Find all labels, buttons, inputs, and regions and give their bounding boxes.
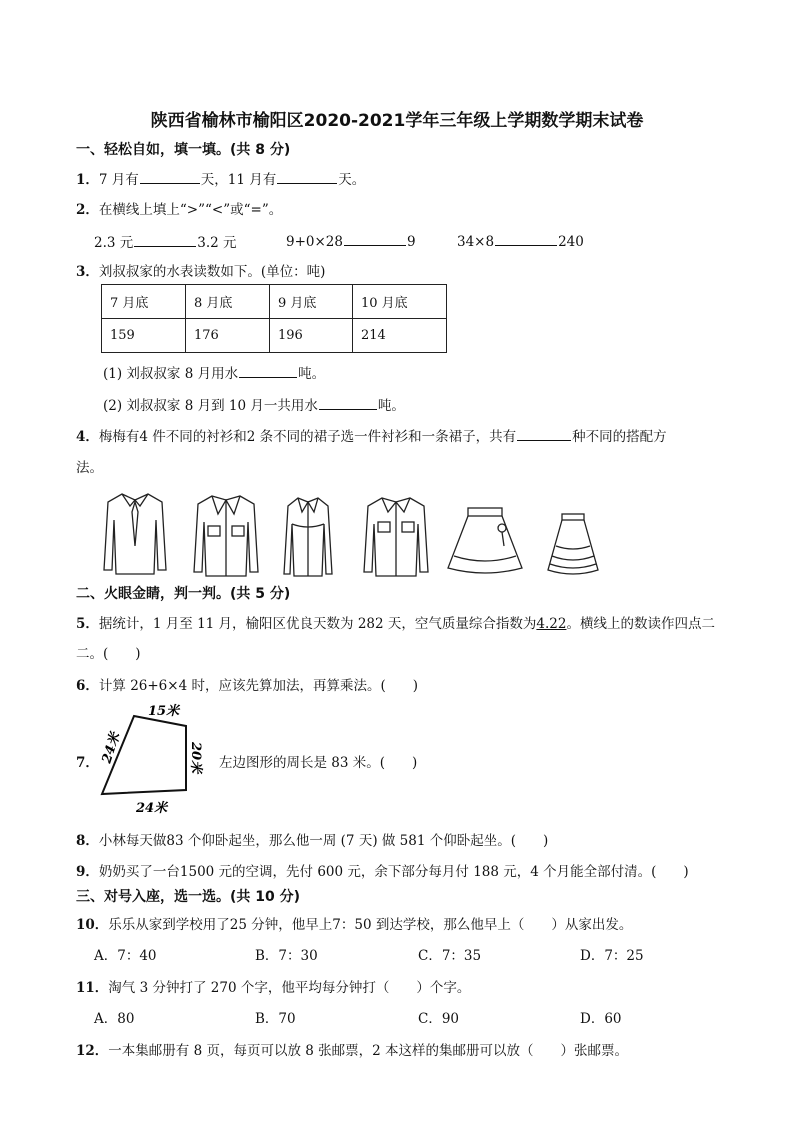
table-cell: 214 [353,319,447,353]
table-row [102,319,447,353]
q1-text-a: 7 月有 [98,172,139,188]
q2-item-3-right: 240 [558,234,584,250]
q10-option-c[interactable]: C．7：35 [418,948,482,964]
q8-text: 小林每天做83 个仰卧起坐，那么他一周 (7 天) 做 581 个仰卧起坐。( ) [98,833,549,849]
blouse-image [282,494,334,578]
question-number: 3． [76,264,99,280]
question-12 [76,1039,628,1059]
question-number: 12． [76,1043,109,1059]
q2-blank-1[interactable] [134,232,196,247]
q1-blank-2[interactable] [277,169,337,184]
q2-item-3 [457,231,584,250]
question-number: 8． [76,833,99,849]
q12-text: 一本集邮册有 8 页，每页可以放 8 张邮票，2 本这样的集邮册可以放（ ）张邮票。 [108,1043,629,1059]
q3-sub-1-text: (1) 刘叔叔家 8 月用水 [103,366,239,382]
striped-skirt-image [544,512,602,578]
q3-text: 刘叔叔家的水表读数如下。(单位：吨) [98,264,326,280]
q2-item-1 [94,231,237,251]
q10-option-d[interactable]: D．7：25 [580,948,644,964]
q2-blank-2[interactable] [344,231,406,246]
q7-text: 左边图形的周长是 83 米。( ) [219,755,418,771]
q10-option-a[interactable]: A．7：40 [94,948,157,964]
q2-item-3-left: 34×8 [457,234,495,250]
q5-text-b: 。横线上的数读作四点二 [566,616,715,632]
question-6 [76,674,418,694]
section-1-heading: 一、轻松自如，填一填。(共 8 分) [76,142,291,158]
table-cell: 159 [102,319,186,353]
q2-item-1-left: 2.3 元 [94,235,134,251]
q4-text-a: 梅梅有4 件不同的衬衫和2 条不同的裙子选一件衬衫和一条裙子，共有 [98,429,517,445]
q2-item-2-left: 9+0×28 [286,234,343,250]
page-title: 陕西省榆林市榆阳区2020-2021学年三年级上学期数学期末试卷 [150,111,644,131]
q4-continued: 法。 [76,460,103,476]
flared-skirt-image [444,506,526,578]
q3-blank-2[interactable] [319,395,377,410]
question-7 [76,751,99,771]
section-2-heading: 二、火眼金睛，判一判。(共 5 分) [76,586,291,602]
q4-blank[interactable] [517,426,571,441]
question-number: 2． [76,202,99,218]
question-5 [76,612,715,632]
q11-option-c[interactable]: C．90 [418,1011,460,1027]
q5-continued: 二。( ) [76,646,141,662]
table-cell: 196 [270,319,353,353]
q3-sub-1-unit: 吨。 [298,366,326,382]
question-11 [76,976,470,996]
shirt-with-tie-image [100,490,170,578]
question-number: 9． [76,864,99,880]
question-3 [76,260,325,280]
table-header-cell: 7 月底 [102,285,186,319]
q1-text-b: 天，11 月有 [200,172,277,188]
q11-option-b[interactable]: B．70 [255,1011,296,1027]
section-3-heading: 三、对号入座，选一选。(共 10 分) [76,889,301,905]
button-shirt-image [360,494,432,578]
question-number: 11． [76,980,109,996]
q5-underlined-number: 4.22 [536,616,567,632]
question-9 [76,860,689,880]
q3-sub-1 [103,362,325,382]
q3-sub-2-text: (2) 刘叔叔家 8 月到 10 月一共用水 [103,398,318,414]
table-header-cell: 10 月底 [353,285,447,319]
q2-blank-3[interactable] [495,231,557,246]
q10-text: 乐乐从家到学校用了25 分钟，他早上7：50 到达学校，那么他早上（ ）从家出发。 [108,917,633,933]
top-side-label: 15米 [148,704,180,719]
q11-text: 淘气 3 分钟打了 270 个字，他平均每分钟打（ ）个字。 [108,980,471,996]
question-1 [76,168,365,188]
question-number: 6． [76,678,99,694]
q1-blank-1[interactable] [140,169,200,184]
left-side-label: 24米 [99,731,124,766]
q3-sub-2 [103,394,405,414]
question-4 [76,425,667,445]
q9-text: 奶奶买了一台1500 元的空调，先付 600 元，余下部分每月付 188 元，4 个月能全部付清。( ) [98,864,689,880]
table-cell: 176 [186,319,270,353]
q2-text: 在横线上填上“>”“<”或“=”。 [98,202,283,218]
question-10 [76,913,632,933]
bottom-side-label: 24米 [136,801,168,816]
question-2 [76,198,282,218]
q2-item-2 [286,231,416,250]
question-number: 5． [76,616,99,632]
question-number: 10． [76,917,109,933]
q1-text-c: 天。 [338,172,366,188]
question-number: 1． [76,172,99,188]
q10-option-b[interactable]: B．7：30 [255,948,318,964]
q3-sub-2-unit: 吨。 [377,398,405,414]
table-header-cell: 8 月底 [186,285,270,319]
q4-text-b: 种不同的搭配方 [572,429,667,445]
q3-blank-1[interactable] [239,363,297,378]
question-8 [76,829,548,849]
question-number: 4． [76,429,99,445]
trapezoid-figure [96,702,216,820]
water-meter-table [101,284,447,353]
q11-option-d[interactable]: D．60 [580,1011,622,1027]
q11-option-a[interactable]: A．80 [94,1011,135,1027]
right-side-label: 20米 [188,742,203,774]
q6-text: 计算 26+6×4 时，应该先算加法，再算乘法。( ) [98,678,419,694]
q5-text-a: 据统计，1 月至 11 月，榆阳区优良天数为 282 天，空气质量综合指数为 [98,616,537,632]
jacket-image [190,492,262,578]
question-number: 7． [76,755,99,771]
table-header-row [102,285,447,319]
q2-item-2-right: 9 [406,234,416,250]
q2-item-1-right: 3.2 元 [197,235,237,251]
table-header-cell: 9 月底 [270,285,353,319]
